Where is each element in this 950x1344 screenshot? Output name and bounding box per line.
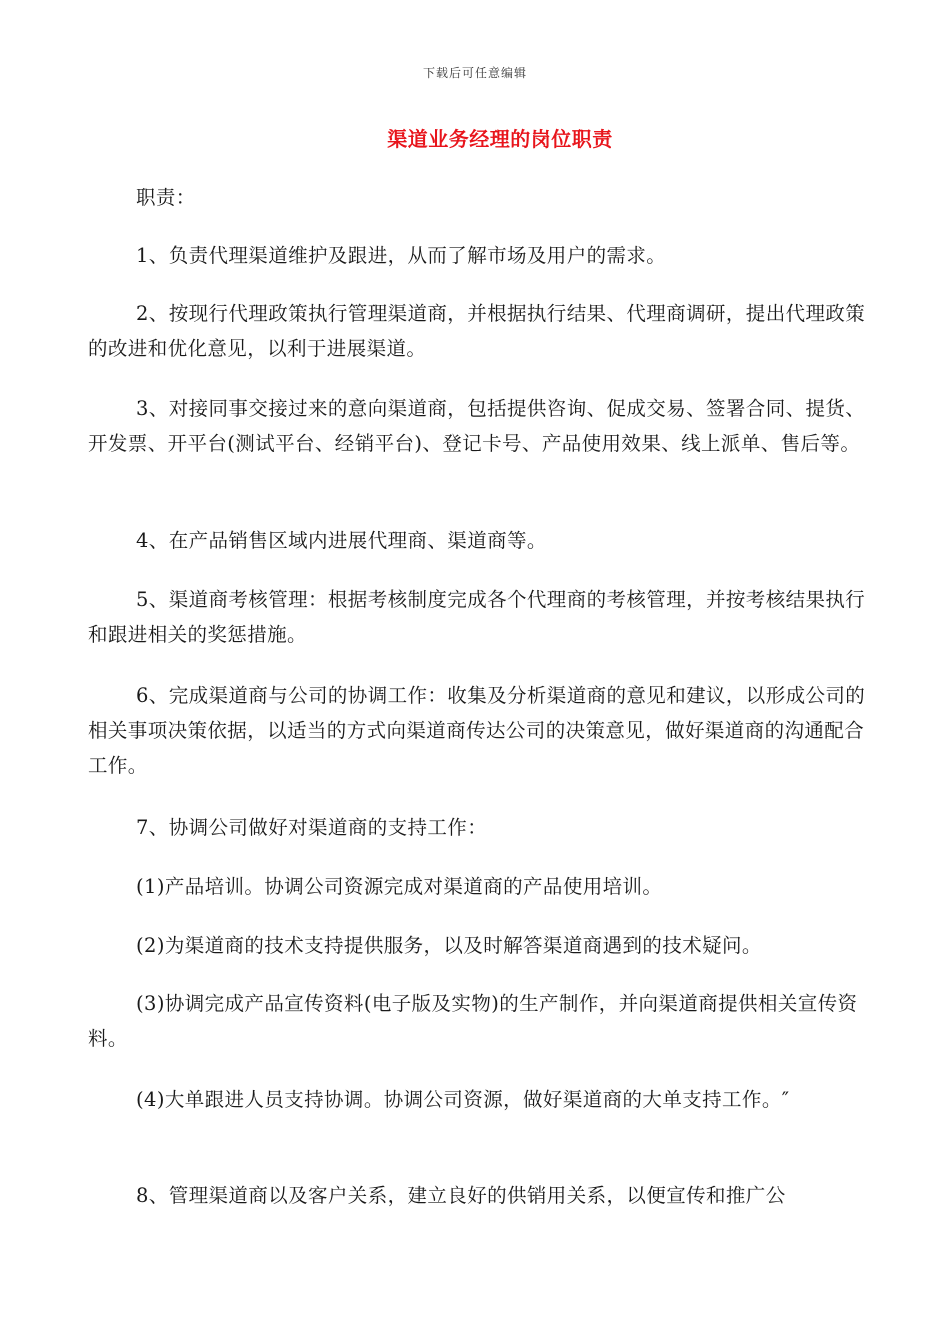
paragraph-item-8: 8、管理渠道商以及客户关系，建立良好的供销用关系，以便宣传和推广公 bbox=[136, 1184, 786, 1207]
paragraph-item-7: 7、协调公司做好对渠道商的支持工作： bbox=[136, 816, 488, 839]
paragraph-item-2: 2、按现行代理政策执行管理渠道商，并根据执行结果、代理商调研，提出代理政策的改进和优化意见，以利于进展渠道。 bbox=[88, 302, 866, 360]
paragraph-item-4: 4、在产品销售区域内进展代理商、渠道商等。 bbox=[136, 529, 547, 552]
header-note: 下载后可任意编辑 bbox=[422, 66, 527, 80]
document-title: 渠道业务经理的岗位职责 bbox=[387, 127, 613, 151]
paragraph-item-3: 3、对接同事交接过来的意向渠道商，包括提供咨询、促成交易、签署合同、提货、开发票、开平台(测试平台、经销平台)、登记卡号、产品使用效果、线上派单、售后等。 bbox=[88, 397, 866, 455]
paragraph-duties-heading: 职责： bbox=[136, 186, 196, 209]
paragraph-subitem-1: (1)产品培训。协调公司资源完成对渠道商的产品使用培训。 bbox=[136, 875, 663, 898]
paragraph-subitem-3: (3)协调完成产品宣传资料(电子版及实物)的生产制作，并向渠道商提供相关宣传资料。 bbox=[88, 992, 858, 1050]
paragraph-subitem-4: (4)大单跟进人员支持协调。协调公司资源，做好渠道商的大单支持工作。″ bbox=[136, 1088, 790, 1111]
paragraph-subitem-2: (2)为渠道商的技术支持提供服务，以及时解答渠道商遇到的技术疑问。 bbox=[136, 934, 762, 957]
paragraph-item-5: 5、渠道商考核管理：根据考核制度完成各个代理商的考核管理，并按考核结果执行和跟进相关的奖惩措施。 bbox=[88, 588, 866, 646]
paragraph-item-1: 1、负责代理渠道维护及跟进，从而了解市场及用户的需求。 bbox=[136, 244, 667, 267]
paragraph-item-6: 6、完成渠道商与公司的协调工作：收集及分析渠道商的意见和建议，以形成公司的相关事项决策依据，以适当的方式向渠道商传达公司的决策意见，做好渠道商的沟通配合工作。 bbox=[88, 684, 866, 777]
